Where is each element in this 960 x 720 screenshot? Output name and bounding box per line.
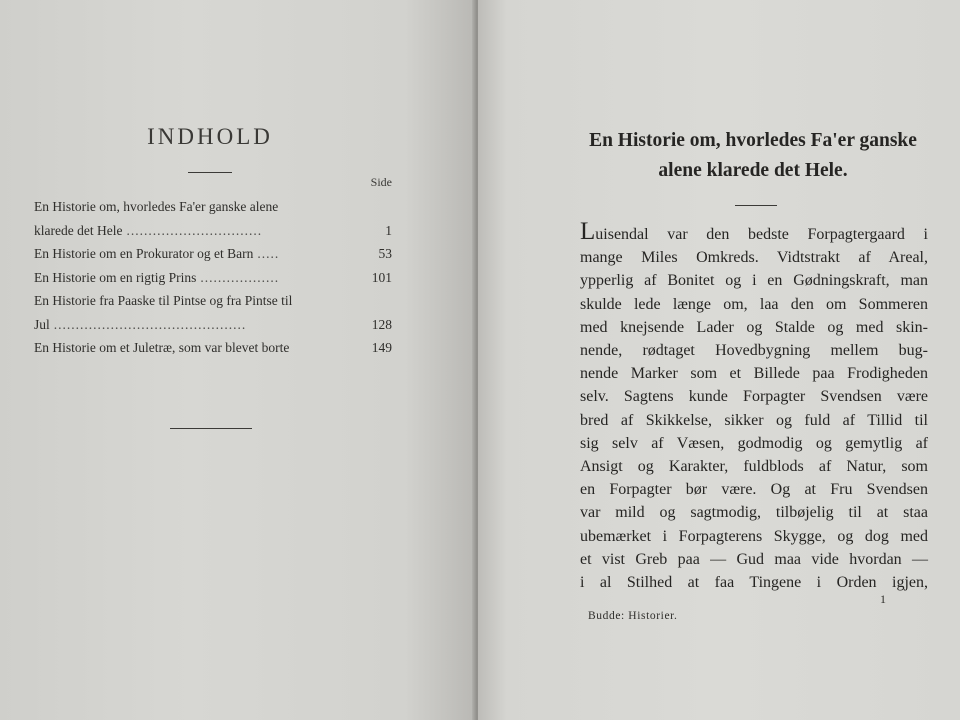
story-line: var mild og sagtmodig, tilbøjelig til at staa bbox=[580, 504, 928, 522]
toc-leader: ..... bbox=[257, 246, 280, 261]
toc-entry bbox=[34, 289, 392, 336]
toc-top-rule bbox=[188, 172, 232, 173]
story-line: Ansigt og Karakter, fuldblods af Natur, som bbox=[580, 458, 928, 476]
story-line: et vist Greb paa — Gud maa vide hvordan — bbox=[580, 550, 928, 568]
toc-entry bbox=[34, 266, 392, 290]
toc-entry bbox=[34, 195, 392, 242]
toc-leader: ............................... bbox=[126, 222, 263, 238]
toc-side-label: Side bbox=[370, 175, 392, 189]
right-page bbox=[478, 0, 960, 720]
drop-cap: L bbox=[580, 218, 596, 245]
story-line: selv. Sagtens kunde Forpagter Svendsen være bbox=[580, 388, 928, 406]
signature-mark: Budde: Historier. bbox=[588, 610, 678, 622]
story-first-line-text: uisendal var den bedste Forpagtergaard i bbox=[595, 226, 928, 243]
story-line: bred af Skikkelse, sikker og fuld af Tillid til bbox=[580, 411, 928, 429]
toc-entry-title: En Historie om et Juletræ, som var blevet borte bbox=[34, 340, 290, 355]
story-line: i al Stilhed at faa Tingene i Orden igjen, bbox=[580, 574, 928, 592]
toc-bottom-rule bbox=[170, 428, 252, 429]
story-line: nende Marker som et Billede paa Frodigheden bbox=[580, 365, 928, 383]
toc-entry bbox=[34, 336, 392, 360]
story-line: en Forpagter bør være. Og at Fru Svendsen bbox=[580, 481, 928, 499]
left-page bbox=[0, 0, 476, 720]
story-line: nende, rødtaget Hovedbygning mellem bug- bbox=[580, 342, 928, 360]
story-line: med knejsende Lader og Stalde og med skin- bbox=[580, 318, 928, 336]
toc-entry-title-cont: klarede det Hele bbox=[34, 222, 123, 238]
toc-entry-title: En Historie om en rigtig Prins bbox=[34, 269, 197, 285]
toc-entry-title-cont: Jul bbox=[34, 316, 50, 332]
toc-page-number: 53 bbox=[378, 246, 392, 261]
toc-leader: .................. bbox=[200, 269, 280, 285]
story-line: ubemærket i Forpagterens Skygge, og dog med bbox=[580, 527, 928, 545]
story-title bbox=[568, 126, 938, 186]
story-line: skulde lede længe om, laa den om Sommeren bbox=[580, 295, 928, 313]
toc-title: INDHOLD bbox=[147, 124, 273, 149]
story-title-rule bbox=[735, 205, 777, 206]
story-body bbox=[580, 218, 928, 594]
toc-page-number: 1 bbox=[385, 222, 392, 238]
story-title-line: alene klarede det Hele. bbox=[658, 160, 848, 181]
story-line: mange Miles Omkreds. Vidtstrakt af Areal, bbox=[580, 249, 928, 267]
story-line: sig selv af Væsen, godmodig og gemytlig af bbox=[580, 434, 928, 452]
toc-leader: ............................................ bbox=[53, 316, 247, 332]
toc-entry-title: En Historie om, hvorledes Fa'er ganske alene bbox=[34, 199, 279, 214]
toc-entry bbox=[34, 242, 392, 266]
toc-page-number: 101 bbox=[371, 269, 392, 285]
page-number: 1 bbox=[880, 592, 886, 606]
table-of-contents bbox=[34, 195, 392, 360]
toc-entry-title: En Historie om en Prokurator og et Barn bbox=[34, 246, 254, 261]
story-title-line: En Historie om, hvorledes Fa'er ganske bbox=[589, 130, 917, 151]
story-first-line bbox=[580, 218, 928, 246]
toc-page-number: 128 bbox=[371, 316, 392, 332]
toc-entry-title: En Historie fra Paaske til Pintse og fra Pintse til bbox=[34, 293, 293, 308]
story-line: ypperlig af Bonitet og i en Gødningskraft, man bbox=[580, 272, 928, 290]
toc-page-number: 149 bbox=[371, 340, 392, 355]
